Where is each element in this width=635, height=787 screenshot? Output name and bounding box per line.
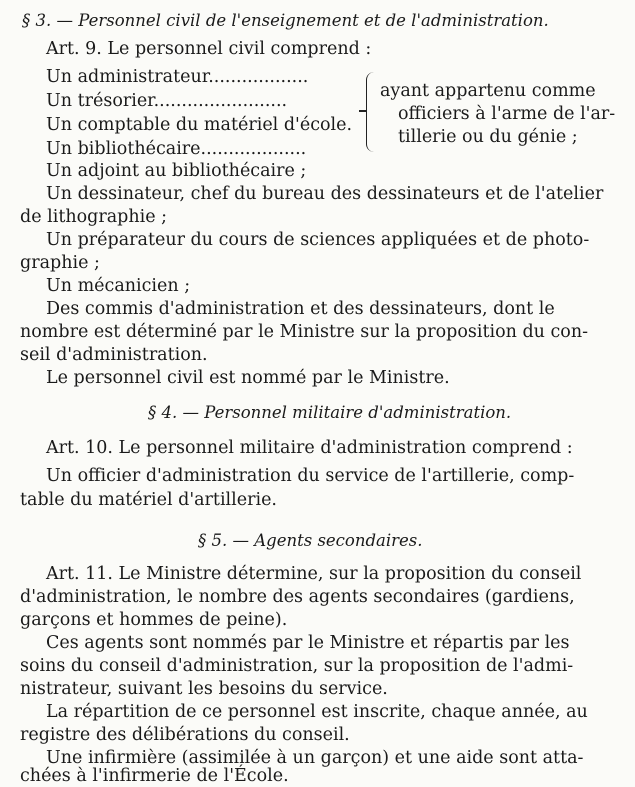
nomme-line: Le personnel civil est nommé par le Ministre. <box>46 368 450 388</box>
art-11-line-3: garçons et hommes de peine). <box>20 610 288 630</box>
dessinateur-line-1: Un dessinateur, chef du bureau des dessinateurs et de l'atelier <box>46 184 604 204</box>
commis-line-3: seil d'administration. <box>20 345 208 365</box>
section-5-heading: § 5. — Agents secondaires. <box>198 531 423 550</box>
agents-line-2: soins du conseil d'administration, sur la proposition de l'admi- <box>20 656 574 676</box>
list-item-comptable: Un comptable du matériel d'école. <box>46 115 353 135</box>
agents-line-3: nistrateur, suivant les besoins du service. <box>20 679 388 699</box>
repartition-line-1: La répartition de ce personnel est inscrite, chaque année, au <box>46 702 588 722</box>
agents-line-1: Ces agents sont nommés par le Ministre et répartis par les <box>46 633 570 653</box>
art-10-line: Art. 10. Le personnel militaire d'administration comprend : <box>46 438 573 458</box>
section-4-heading: § 4. — Personnel militaire d'administration. <box>148 403 512 422</box>
commis-line-1: Des commis d'administration et des dessinateurs, dont le <box>46 299 555 319</box>
preparateur-line-2: graphie ; <box>20 253 100 273</box>
preparateur-line-1: Un préparateur du cours de sciences appliquées et de photo- <box>46 230 590 250</box>
art-11-line-2: d'administration, le nombre des agents secondaires (gardiens, <box>20 587 575 607</box>
mecanicien-line: Un mécanicien ; <box>46 276 191 296</box>
list-item-tresorier: Un trésorier........................ <box>46 91 288 111</box>
officier-line-1: Un officier d'administration du service de l'artillerie, comp- <box>46 466 575 486</box>
brace-note-line-3: tillerie ou du génie ; <box>398 127 578 147</box>
grouping-brace <box>366 72 376 152</box>
officier-line-2: table du matériel d'artillerie. <box>20 490 277 510</box>
repartition-line-2: registre des délibérations du conseil. <box>20 725 350 745</box>
list-item-bibliothecaire: Un bibliothécaire................... <box>46 139 307 159</box>
brace-note-line-2: officiers à l'arme de l'ar- <box>398 104 616 124</box>
art-9-intro: Art. 9. Le personnel civil comprend : <box>46 39 372 59</box>
dessinateur-line-2: de lithographie ; <box>20 207 168 227</box>
list-item-administrateur: Un administrateur.................. <box>46 67 309 87</box>
commis-line-2: nombre est déterminé par le Ministre sur la proposition du con- <box>20 322 589 342</box>
section-3-heading: § 3. — Personnel civil de l'enseignement et de l'administration. <box>22 11 549 30</box>
grouping-brace-tip <box>359 110 367 112</box>
infirmiere-line-1: Une infirmière (assimilée à un garçon) et une aide sont atta- <box>46 748 584 768</box>
art-11-line-1: Art. 11. Le Ministre détermine, sur la proposition du conseil <box>46 564 582 584</box>
adjoint-line: Un adjoint au bibliothécaire ; <box>46 161 307 181</box>
brace-note-line-1: ayant appartenu comme <box>380 81 596 101</box>
infirmiere-line-2: chées à l'infirmerie de l'École. <box>20 766 289 786</box>
